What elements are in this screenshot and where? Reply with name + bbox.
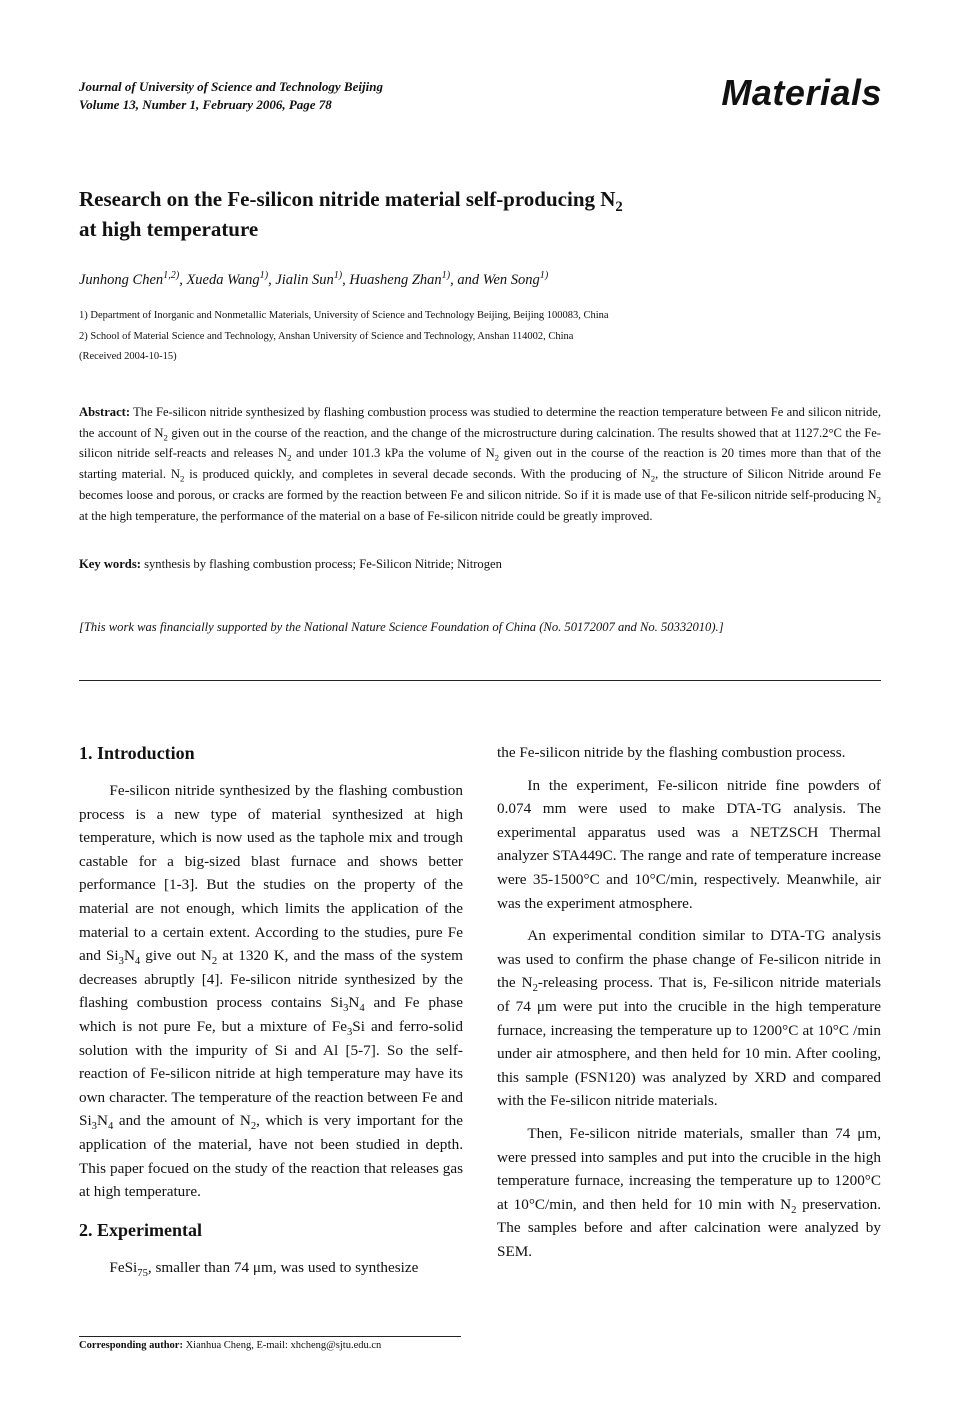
section-heading-introduction: 1. Introduction: [79, 743, 195, 763]
paper-title: Research on the Fe-silicon nitride material self-producing $N_2$ at high temperature: [79, 187, 623, 241]
author-list: Junhong Chen$^{1,2)}$, Xueda Wang$^{1)}$, Jialin Sun$^{1)}$, Huasheng Zhan$^{1)}$, and Wen Song$^{1)}$: [79, 270, 549, 288]
experimental-paragraph-1: FeSi$_{75}$, smaller than 74 μm, was used to synthesize: [109, 1258, 419, 1279]
affiliation-1: 1) Department of Inorganic and Nonmetallic Materials, University of Science and Technology Beijing, Beijing 100083, China: [79, 310, 609, 321]
keywords-label: Key words:: [79, 557, 141, 571]
journal-citation: [79, 78, 383, 114]
author: Wen Song: [482, 272, 540, 288]
author: Huasheng Zhan: [349, 272, 442, 288]
abstract-label: Abstract:: [79, 405, 131, 419]
corresponding-author-footnote: Corresponding author: Xianhua Cheng, E-mail: xhcheng@sjtu.edu.cn: [79, 1340, 382, 1351]
right-column: [497, 741, 881, 1263]
experimental-paragraph-4: Then, Fe-silicon nitride materials, smaller than 74 μm, were pressed into samples and put into the crucible in the high temperature furnace, increasing the temperature up to 1200°C at 10°C/min, and then held for 10 min with $N_2$ preservation. The samples before and after calcination were analyzed by SEM.: [497, 1124, 881, 1260]
author: Xueda Wang: [186, 272, 260, 288]
experimental-paragraph-1-continued: the Fe-silicon nitride by the flashing combustion process.: [497, 744, 846, 761]
footnote-divider: [79, 1336, 461, 1337]
affiliation-2: 2) School of Material Science and Technology, Anshan University of Science and Technology, Anshan 114002, China: [79, 331, 574, 342]
experimental-paragraph-2: In the experiment, Fe-silicon nitride fine powders of 0.074 mm were used to make DTA-TG analysis. The experimental apparatus used was a NETZSCH Thermal analyzer STA449C. The range and rate of temperature increase were 35-1500°C and 10°C/min, respectively. Meanwhile, air was the experiment atmosphere.: [497, 776, 881, 912]
journal-volume: Volume 13, Number 1, February 2006, Page 78: [79, 97, 332, 112]
author: Junhong Chen: [79, 272, 164, 288]
abstract: Abstract: The Fe-silicon nitride synthesized by flashing combustion process was studied to determine the reaction temperature between Fe and silicon nitride, the account of $N_2$ given out in the course of the reaction, and the change of the microstructure during calcination. The results showed that at 1127.2°C the Fe-silicon nitride self-reacts and releases $N_2$ and under 101.3 kPa the volume of $N_2$ given out in the course of the reaction is 20 times more than that of the starting material. $N_2$ is produced quickly, and completes in several decade seconds. With the producing of $N_2$, the structure of Silicon Nitride around Fe becomes loose and porous, or cracks are formed by the reaction between Fe and silicon nitride. So if it is made use of that Fe-silicon nitride self-producing $N_2$ at the high temperature, the performance of the material on a base of Fe-silicon nitride could be greatly improved.: [79, 405, 881, 523]
journal-name: Journal of University of Science and Technology Beijing: [79, 79, 383, 94]
intro-paragraph: Fe-silicon nitride synthesized by the flashing combustion process is a new type of material synthesized at high temperature, which is now used as the taphole mix and trough castable for a big-sized blast furnace and shows better performance [1-3]. But the studies on the property of the material are not enough, which limits the application of the material to a certain extent. According to the studies, pure Fe and $Si_3N_4$ give out $N_2$ at 1320 K, and the mass of the system decreases abruptly [4]. Fe-silicon nitride synthesized by the flashing combustion process contains $Si_3N_4$ and Fe phase which is not pure Fe, but a mixture of $Fe_3Si$ and ferro-solid solution with the impurity of Si and Al [5-7]. So the self-reaction of Fe-silicon nitride at high temperature may have its own character. The temperature of the reaction between Fe and $Si_3N_4$ and the amount of $N_2$, which is very important for the application of the material, have not been studied in depth. This paper focued on the study of the reaction that releases gas at high temperature.: [79, 782, 463, 1201]
keywords: Key words: synthesis by flashing combustion process; Fe-Silicon Nitride; Nitrogen: [79, 557, 502, 571]
section-heading-experimental: 2. Experimental: [79, 1219, 202, 1240]
author: Jialin Sun: [275, 272, 334, 288]
funding-note: [This work was financially supported by the National Nature Science Foundation of China (No. 50172007 and No. 50332010).]: [79, 620, 724, 634]
left-column: [79, 741, 463, 1279]
section-label: Materials: [721, 72, 882, 113]
experimental-paragraph-3: An experimental condition similar to DTA-TG analysis was used to confirm the phase change of Fe-silicon nitride in the $N_2$-releasing process. That is, Fe-silicon nitride materials of 74 μm were put into the crucible in the high temperature furnace, increasing the temperature up to 1200°C at 10°C /min under air atmosphere, and then held for 10 min. After cooling, this sample (FSN120) was analyzed by XRD and compared with the Fe-silicon nitride materials.: [497, 927, 881, 1110]
received-date: (Received 2004-10-15): [79, 351, 177, 362]
header-divider: [79, 680, 881, 681]
